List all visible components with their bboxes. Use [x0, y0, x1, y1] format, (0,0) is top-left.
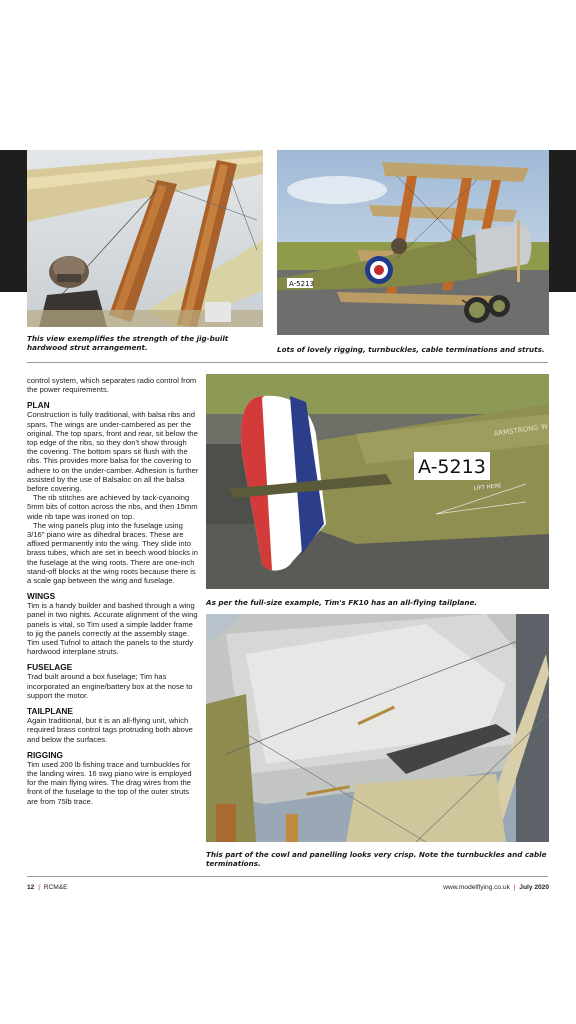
left-edge-bar — [0, 150, 28, 292]
plan-paragraph-3: The wing panels plug into the fuselage using 3/16" piano wire as dihedral braces. These are affixed permanently into the wing. They slide into brass tubes, which are set in beech wood blocks in the fuselage at the wing roots. There are one-inch stand-off blocks at the wing roots because there is a scale gap between the wing and fuselage. — [27, 520, 198, 586]
wings-paragraph: Tim is a handy builder and bashed through a wing panel in two nights. Accurate alignment of the wing panels is vital, so Tim used a simple ladder frame to jig the panels correctly at the assembly stage. Tim used Tufnol to attach the panels to the sturdy hardwood interplane struts. — [27, 601, 198, 657]
issue-date: July 2020 — [519, 884, 549, 891]
section-divider — [27, 362, 548, 363]
plan-paragraph-2: The rib stitches are achieved by tack-cyanoing 5mm bits of cotton across the ribs, and then 15mm wide rib tape was ironed on top. — [27, 493, 198, 521]
footer-separator-left: | — [38, 884, 40, 891]
footer-separator-right: | — [513, 884, 516, 891]
footer-rule — [27, 876, 548, 877]
plan-paragraph-1: Construction is fully traditional, with balsa ribs and spars. The wings are under-cambered as per the original. The top spars, front and rear, sit below the top edge of the ribs, so they don't show through the covering. The bottom spars sit flush with the ribs. This provides more balsa for the covering to adhere to on the under-camber. Adhesion is further assisted by the use of Balsaloc on all the balsa before covering. — [27, 410, 199, 494]
right-edge-bar — [548, 150, 576, 292]
heading-wings: WINGS — [27, 591, 56, 602]
photo-cowl — [206, 614, 549, 842]
fuselage-paragraph: Trad built around a box fuselage; Tim has incorporated an engine/battery box at the nose to support the motor. — [27, 672, 193, 700]
caption-cowl: This part of the cowl and panelling looks very crisp. Note the turnbuckles and cable terminations. — [206, 850, 547, 868]
tail-serial: A-5213 — [418, 456, 486, 478]
article-intro: control system, which separates radio control from the power requirements. — [27, 376, 197, 395]
lift-here-text: LIFT HERE — [473, 483, 502, 492]
page-number: 12 — [27, 884, 35, 891]
aircraft-serial-top: A-5213 — [289, 280, 314, 288]
magazine-name: RCM&E — [43, 884, 68, 891]
caption-rigging: Lots of lovely rigging, turnbuckles, cable terminations and struts. — [277, 345, 545, 354]
footer-left — [27, 884, 68, 891]
heading-tailplane: TAILPLANE — [27, 706, 73, 717]
heading-rigging: RIGGING — [27, 749, 63, 760]
photo-tailplane — [206, 374, 549, 589]
article-body — [27, 376, 199, 806]
rigging-paragraph: Tim used 200 lb fishing trace and turnbuckles for the landing wires. 16 swg piano wire is employed for the main flying wires. The drag wires from the front of the fuselage to the top of the outer struts are from 75lb trace. — [27, 759, 192, 806]
photo-triplane-side — [277, 150, 549, 335]
heading-fuselage: FUSELAGE — [27, 662, 73, 673]
website-link[interactable]: www.modelflying.co.uk — [443, 884, 510, 891]
caption-struts: This view exemplifies the strength of the jig-built hardwood strut arrangement. — [27, 334, 229, 352]
photo-struts-pilot — [27, 150, 263, 327]
tailplane-paragraph: Again traditional, but it is an all-flying unit, which required brass control tags protruding both above and below the surfaces. — [27, 716, 193, 744]
footer-right — [443, 884, 549, 891]
caption-tailplane: As per the full-size example, Tim's FK10 has an all-flying tailplane. — [206, 598, 478, 607]
tail-maker-text: ARMSTRONG W — [493, 422, 549, 438]
heading-plan: PLAN — [27, 400, 50, 411]
